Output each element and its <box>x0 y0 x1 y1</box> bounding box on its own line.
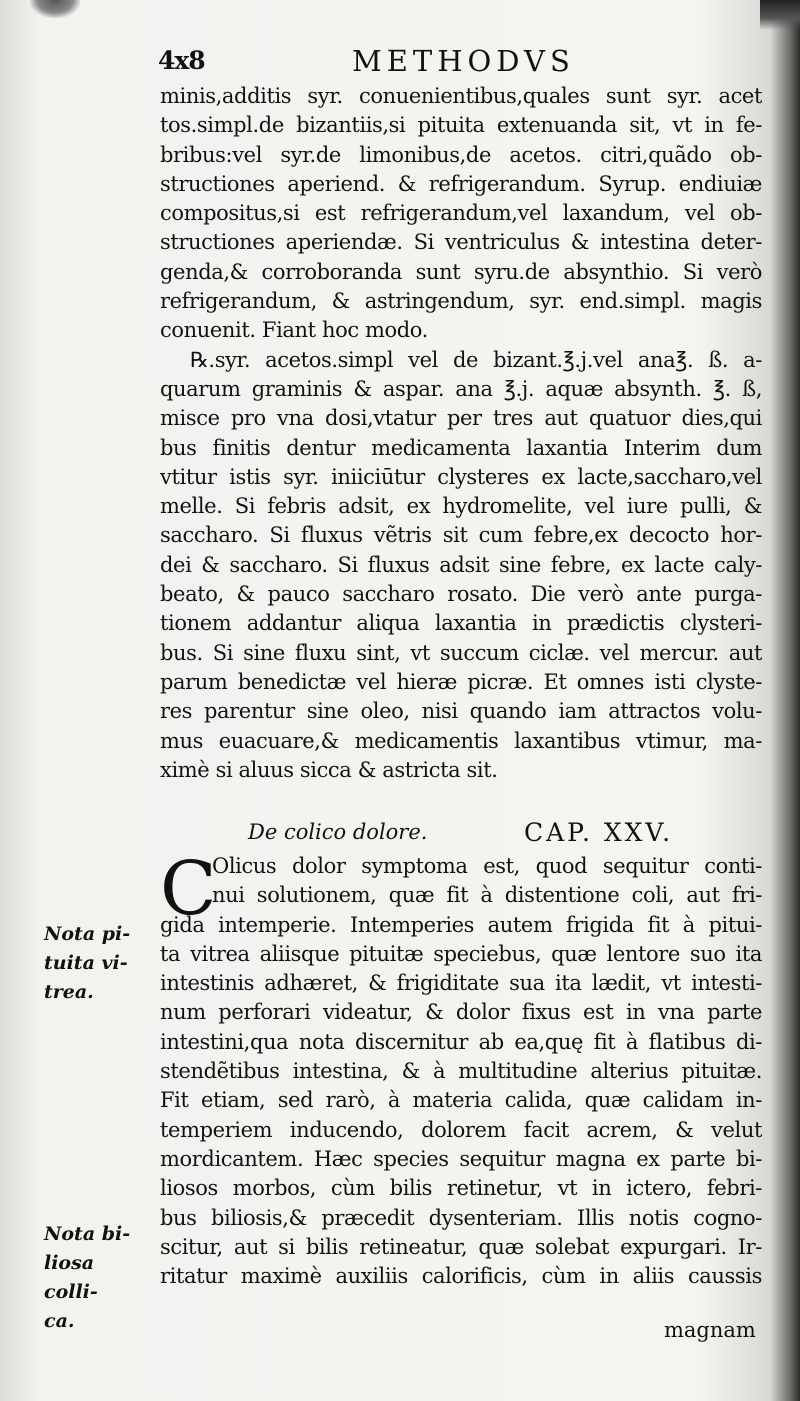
margin-note-line: ca. <box>44 1310 75 1332</box>
text-line: melle. Si febris adsit, ex hydromelite, vel iure pulli, & <box>160 494 762 519</box>
chapter-line: intestini,qua nota discernitur ab ea,quę fit à flatibus di- <box>160 1029 762 1054</box>
text-line: structiones aperiendæ. Si ventriculus & intestina deter- <box>160 230 762 255</box>
text-line: bribus:vel syr.de limonibus,de acetos. citri,quãdo ob- <box>160 142 762 167</box>
text-line: vtitur istis syr. iniiciūtur clysteres ex lacte,saccharo,vel <box>160 464 762 489</box>
text-line: dei & saccharo. Si fluxus adsit sine febre, ex lacte caly- <box>160 552 762 577</box>
margin-note-line: trea. <box>44 981 94 1003</box>
chapter-line: Fit etiam, sed rarò, à materia calida, quæ calidam in- <box>160 1088 762 1113</box>
text-line: ximè si aluus sicca & astricta sit. <box>160 757 498 782</box>
text-line: bus. Si sine fluxu sint, vt succum ciclæ. vel mercur. aut <box>160 640 762 665</box>
text-line: saccharo. Si fluxus vẽtris sit cum febre,ex decocto hor- <box>160 523 762 548</box>
chapter-line: Olicus dolor symptoma est, quod sequitur conti- <box>212 854 762 878</box>
binding-shadow <box>760 0 800 30</box>
catchword: magnam <box>664 1318 756 1342</box>
text-line: minis,additis syr. conuenientibus,quales sunt syr. acet <box>160 84 762 108</box>
text-line: parum benedictæ vel hieræ picræ. Et omnes isti clyste- <box>160 669 762 694</box>
page-number: 4x8 <box>158 46 205 75</box>
margin-note-pituita <box>44 920 154 1007</box>
text-line: conuenit. Fiant hoc modo. <box>160 318 428 343</box>
running-title: METHODVS <box>352 44 575 78</box>
body-text <box>160 82 762 785</box>
chapter-line: ritatur maximè auxiliis calorificis, cùm in aliis caussis <box>160 1264 762 1289</box>
text-line: refrigerandum, & astringendum, syr. end.simpl. magis <box>160 289 762 314</box>
text-line: tionem addantur aliqua laxantia in prædictis clysteri- <box>160 611 762 636</box>
chapter-line: nui solutionem, quæ fit à distentione coli, aut fri- <box>212 883 762 908</box>
margin-note-line: Nota bi- <box>44 1223 131 1245</box>
chapter-line: stendẽtibus intestina, & à multitudine alterius pituitæ. <box>160 1059 762 1084</box>
chapter-heading <box>248 818 758 854</box>
chapter-line: temperiem inducendo, dolorem facit acrem, & velut <box>160 1117 762 1142</box>
text-line: mus euacuare,& medicamentis laxantibus vtimur, ma- <box>160 728 762 753</box>
margin-note-line: tuita vi- <box>44 952 128 974</box>
text-line: beato, & pauco saccharo rosato. Die verò ante purga- <box>160 582 762 607</box>
chapter-line: scitur, aut si bilis retineatur, quæ solebat expurgari. Ir- <box>160 1234 762 1259</box>
chapter-line: num perforari videatur, & dolor fixus est in vna parte <box>160 1000 762 1025</box>
chapter-line: bus biliosis,& præcedit dysenteriam. Illis notis cogno- <box>160 1205 762 1230</box>
chapter-line: liosos morbos, cùm bilis retinetur, vt in ictero, febri- <box>160 1176 762 1201</box>
recipe-line: ℞.syr. acetos.simpl vel de bizant.℥.j.vel ana℥. ß. a- <box>190 347 762 372</box>
page-header <box>150 42 750 86</box>
drop-capital: C <box>160 846 217 932</box>
text-line: tos.simpl.de bizantiis,si pituita extenuanda sit, vt in fe- <box>160 113 762 138</box>
chapter-number: CAP. XXV. <box>524 818 674 847</box>
margin-note-biliosa <box>44 1220 154 1336</box>
text-line: genda,& corroboranda sunt syru.de absynthio. Si verò <box>160 259 762 284</box>
text-line: misce pro vna dosi,vtatur per tres aut quatuor dies,qui <box>160 406 762 431</box>
chapter-text <box>160 846 762 1291</box>
margin-note-line: liosa colli- <box>44 1252 98 1303</box>
text-line: quarum graminis & aspar. ana ℥.j. aquæ absynth. ℥. ß, <box>160 376 762 401</box>
page-corner-shadow <box>30 0 80 18</box>
margin-note-line: Nota pi- <box>44 923 131 945</box>
text-line: res parentur sine oleo, nisi quando iam attractos volu- <box>160 699 762 724</box>
chapter-title: De colico dolore. <box>248 820 428 844</box>
chapter-line: intestinis adhæret, & frigiditate sua ita lædit, vt intesti- <box>160 971 762 996</box>
text-line: bus finitis dentur medicamenta laxantia Interim dum <box>160 435 762 460</box>
chapter-line: mordicantem. Hæc species sequitur magna ex parte bi- <box>160 1146 762 1171</box>
text-line: structiones aperiend. & refrigerandum. Syrup. endiuiæ <box>160 171 762 196</box>
chapter-line: ta vitrea aliisque pituitæ speciebus, quæ lentore suo ita <box>160 941 762 966</box>
text-line: compositus,si est refrigerandum,vel laxandum, vel ob- <box>160 201 762 226</box>
chapter-line: gida intemperie. Intemperies autem frigida fit à pitui- <box>160 912 762 937</box>
